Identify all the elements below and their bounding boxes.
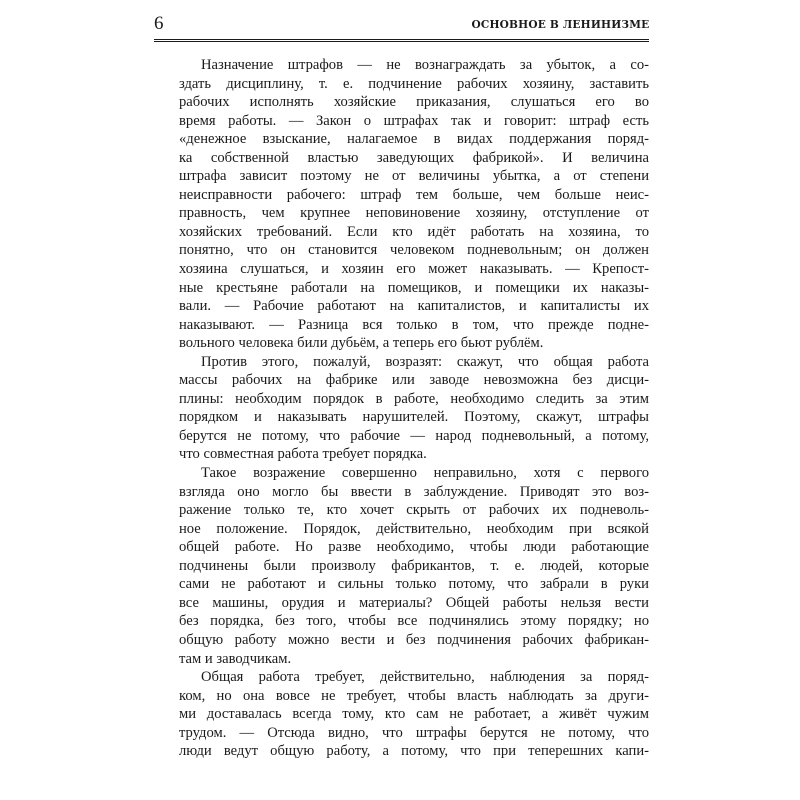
text-line: подчинены были произволу фабрикантов, т. е. людей, которые (179, 557, 649, 574)
text-line: общую работу можно вести и без подчинения рабочих фабрикан- (179, 631, 649, 648)
text-line: Назначение штрафов — не вознаграждать за убыток, а со- (201, 57, 649, 73)
text-line: здать дисциплину, т. е. подчинение рабочих хозяину, заставить (179, 75, 649, 92)
text-line: штрафа зависит поэтому не от величины убытка, а от степени (179, 168, 649, 185)
text-line: массы рабочих на фабрике или заводе невозможна без дисци- (179, 372, 649, 389)
text-line: трудом. — Отсюда видно, что штрафы берутся не потому, что (179, 724, 649, 741)
text-line: «денежное взыскание, налагаемое в видах поддержания поряд- (179, 131, 649, 148)
text-line: там и заводчикам. (179, 650, 292, 667)
text-line: сами не работают и сильны только потому, что забрали в руки (179, 576, 649, 593)
text-line: все машины, орудия и материалы? Общей работы нельзя вести (179, 594, 649, 611)
text-line: ные крестьяне работали на помещиков, и помещики их наказы- (179, 279, 649, 296)
text-line: правность, чем крупнее неповиновение хозяину, отступление от (179, 205, 649, 222)
header-rule (154, 39, 649, 42)
text-line: ражение только те, кто хочет скрыть от рабочих их подневоль- (179, 502, 649, 519)
page-number: 6 (154, 13, 164, 34)
text-line: люди ведут общую работу, а потому, что при теперешних капи- (179, 743, 649, 760)
text-line: Такое возражение совершенно неправильно, хотя с первого (201, 465, 649, 482)
paragraph (179, 353, 649, 464)
body-text (179, 56, 649, 761)
text-line: вали. — Рабочие работают на капиталистов, и капиталисты их (179, 298, 649, 315)
running-head (154, 12, 649, 40)
text-line: наказывают. — Разница вся только в том, что прежде подне- (179, 316, 649, 333)
text-line: ное положение. Порядок, действительно, необходим при всякой (179, 520, 649, 537)
text-line: хозяйских требований. Если кто идёт работать на хозяина, то (179, 223, 649, 240)
text-line: взгляда оно могло бы ввести в заблуждение. Приводят это воз- (179, 483, 649, 500)
text-line: порядком и наказывать нарушителей. Поэтому, скажут, штрафы (179, 409, 649, 426)
paragraph (179, 464, 649, 668)
text-line: без порядка, без того, чтобы все подчинялись этому порядку; но (179, 613, 649, 630)
paragraph (179, 56, 649, 353)
text-line: ми доставалась всегда тому, кто сам не работает, а живёт чужим (179, 706, 649, 723)
text-line: берутся не потому, что рабочие — народ подневольный, а потому, (179, 427, 649, 444)
text-line: вольного человека били дубьём, а теперь его бьют рублём. (179, 335, 544, 352)
text-line: ка собственной властью заведующих фабрикой». И величина (179, 149, 649, 166)
text-line: ком, но она вовсе не требует, чтобы власть наблюдать за други- (179, 687, 649, 704)
text-line: Общая работа требует, действительно, наблюдения за поряд- (201, 669, 649, 686)
text-line: Против этого, пожалуй, возразят: скажут, что общая работа (201, 353, 649, 370)
book-title: ОСНОВНОЕ В ЛЕНИНИЗМЕ (471, 17, 649, 31)
text-line: понятно, что он становится человеком подневольным; он должен (179, 242, 649, 259)
text-line: хозяина слушаться, и хозяин его может наказывать. — Крепост- (179, 261, 649, 278)
text-line: время работы. — Закон о штрафах так и говорит: штраф есть (179, 112, 649, 129)
text-line: плины: необходим порядок в работе, необходимо следить за этим (179, 390, 649, 407)
text-line: общей работе. Но разве необходимо, чтобы люди работающие (179, 539, 649, 556)
text-line: что совместная работа требует порядка. (179, 446, 427, 463)
paragraph (179, 668, 649, 761)
text-line: рабочих исполнять хозяйские приказания, слушаться его во (179, 94, 649, 111)
text-line: неисправности рабочего: штраф тем больше, чем больше неис- (179, 186, 649, 203)
